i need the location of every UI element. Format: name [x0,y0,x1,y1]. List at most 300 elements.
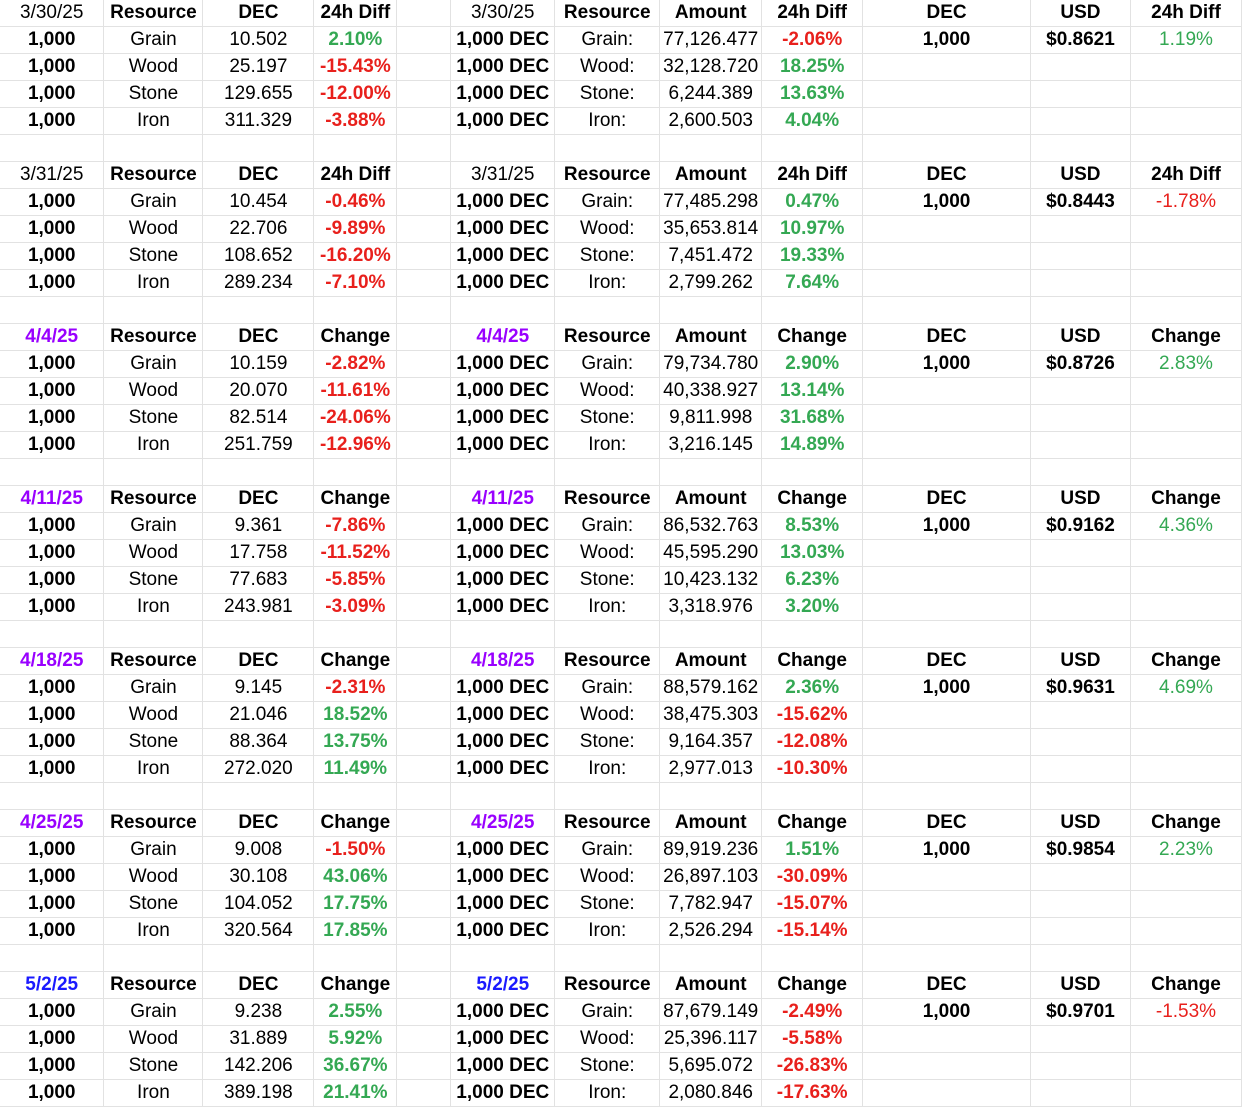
column-header[interactable]: DEC [863,648,1031,675]
change-cell[interactable]: 7.64% [762,270,863,297]
dec-price-cell[interactable]: 30.108 [203,864,314,891]
column-header[interactable]: USD [1031,972,1131,999]
dec-amount-cell[interactable]: 1,000 [0,837,104,864]
dec-amount-cell[interactable]: 1,000 DEC [451,594,555,621]
empty-cell[interactable] [1130,945,1241,972]
empty-cell[interactable] [397,837,451,864]
change-cell[interactable]: 4.36% [1130,513,1241,540]
empty-cell[interactable] [397,432,451,459]
date-cell[interactable]: 4/4/25 [0,324,104,351]
dec-amount-cell[interactable]: 1,000 [863,189,1031,216]
column-header[interactable]: Resource [104,972,203,999]
empty-cell[interactable] [397,864,451,891]
resource-cell[interactable]: Stone [104,891,203,918]
resource-cell[interactable]: Stone: [555,891,660,918]
empty-cell[interactable] [1031,1053,1131,1080]
change-cell[interactable]: -3.09% [314,594,397,621]
dec-amount-cell[interactable]: 1,000 DEC [451,918,555,945]
empty-cell[interactable] [314,297,397,324]
empty-cell[interactable] [863,297,1031,324]
empty-cell[interactable] [0,621,104,648]
dec-amount-cell[interactable]: 1,000 DEC [451,54,555,81]
dec-amount-cell[interactable]: 1,000 [863,675,1031,702]
resource-cell[interactable]: Iron: [555,1080,660,1107]
column-header[interactable]: Change [1130,972,1241,999]
dec-amount-cell[interactable]: 1,000 [0,999,104,1026]
amount-cell[interactable]: 3,318.976 [660,594,762,621]
change-cell[interactable]: 13.03% [762,540,863,567]
change-cell[interactable]: 2.90% [762,351,863,378]
amount-cell[interactable]: 87,679.149 [660,999,762,1026]
empty-cell[interactable] [1130,270,1241,297]
column-header[interactable]: USD [1031,486,1131,513]
amount-cell[interactable]: 89,919.236 [660,837,762,864]
empty-cell[interactable] [203,135,314,162]
empty-cell[interactable] [397,405,451,432]
resource-cell[interactable]: Grain: [555,837,660,864]
resource-cell[interactable]: Wood [104,216,203,243]
dec-amount-cell[interactable]: 1,000 [0,27,104,54]
dec-price-cell[interactable]: 17.758 [203,540,314,567]
dec-amount-cell[interactable]: 1,000 [0,189,104,216]
column-header[interactable]: Resource [104,648,203,675]
resource-cell[interactable]: Grain: [555,999,660,1026]
dec-amount-cell[interactable]: 1,000 [0,351,104,378]
dec-price-cell[interactable]: 272.020 [203,756,314,783]
empty-cell[interactable] [104,297,203,324]
empty-cell[interactable] [1031,216,1131,243]
empty-cell[interactable] [555,621,660,648]
column-header[interactable]: Resource [104,162,203,189]
empty-cell[interactable] [660,297,762,324]
column-header[interactable]: DEC [203,324,314,351]
resource-cell[interactable]: Stone [104,405,203,432]
empty-cell[interactable] [762,135,863,162]
change-cell[interactable]: -26.83% [762,1053,863,1080]
resource-cell[interactable]: Stone [104,243,203,270]
dec-amount-cell[interactable]: 1,000 DEC [451,999,555,1026]
dec-price-cell[interactable]: 10.454 [203,189,314,216]
empty-cell[interactable] [397,108,451,135]
empty-cell[interactable] [762,621,863,648]
empty-cell[interactable] [451,135,555,162]
empty-cell[interactable] [1130,378,1241,405]
empty-cell[interactable] [1130,135,1241,162]
empty-cell[interactable] [1031,1026,1131,1053]
empty-cell[interactable] [314,621,397,648]
empty-cell[interactable] [1130,297,1241,324]
empty-cell[interactable] [1031,621,1131,648]
change-cell[interactable]: 11.49% [314,756,397,783]
empty-cell[interactable] [397,756,451,783]
empty-cell[interactable] [397,1026,451,1053]
change-cell[interactable]: 10.97% [762,216,863,243]
dec-amount-cell[interactable]: 1,000 DEC [451,270,555,297]
change-cell[interactable]: 6.23% [762,567,863,594]
resource-cell[interactable]: Iron [104,756,203,783]
dec-amount-cell[interactable]: 1,000 [0,1026,104,1053]
dec-amount-cell[interactable]: 1,000 [0,918,104,945]
dec-amount-cell[interactable]: 1,000 [0,81,104,108]
resource-cell[interactable]: Stone: [555,1053,660,1080]
empty-cell[interactable] [314,945,397,972]
empty-cell[interactable] [1031,243,1131,270]
change-cell[interactable]: 13.63% [762,81,863,108]
change-cell[interactable]: 4.69% [1130,675,1241,702]
column-header[interactable]: Change [762,648,863,675]
empty-cell[interactable] [0,783,104,810]
empty-cell[interactable] [397,675,451,702]
column-header[interactable]: Amount [660,648,762,675]
empty-cell[interactable] [863,729,1031,756]
empty-cell[interactable] [660,783,762,810]
change-cell[interactable]: -5.58% [762,1026,863,1053]
column-header[interactable]: 24h Diff [1130,0,1241,27]
change-cell[interactable]: -1.50% [314,837,397,864]
dec-amount-cell[interactable]: 1,000 DEC [451,432,555,459]
date-cell[interactable]: 5/2/25 [451,972,555,999]
empty-cell[interactable] [397,270,451,297]
dec-price-cell[interactable]: 77.683 [203,567,314,594]
change-cell[interactable]: -15.07% [762,891,863,918]
column-header[interactable]: 24h Diff [762,162,863,189]
amount-cell[interactable]: 35,653.814 [660,216,762,243]
date-cell[interactable]: 4/18/25 [451,648,555,675]
empty-cell[interactable] [1130,1026,1241,1053]
empty-cell[interactable] [397,135,451,162]
empty-cell[interactable] [1130,405,1241,432]
empty-cell[interactable] [397,486,451,513]
empty-cell[interactable] [1130,1080,1241,1107]
change-cell[interactable]: -1.53% [1130,999,1241,1026]
resource-cell[interactable]: Iron [104,918,203,945]
resource-cell[interactable]: Iron: [555,594,660,621]
column-header[interactable]: Change [1130,324,1241,351]
date-cell[interactable]: 4/11/25 [451,486,555,513]
empty-cell[interactable] [1130,918,1241,945]
change-cell[interactable]: 31.68% [762,405,863,432]
change-cell[interactable]: 2.83% [1130,351,1241,378]
column-header[interactable]: Amount [660,486,762,513]
empty-cell[interactable] [1031,594,1131,621]
empty-cell[interactable] [451,459,555,486]
empty-cell[interactable] [863,891,1031,918]
usd-price-cell[interactable]: $0.9631 [1031,675,1131,702]
change-cell[interactable]: -2.31% [314,675,397,702]
dec-amount-cell[interactable]: 1,000 [0,540,104,567]
empty-cell[interactable] [1031,378,1131,405]
dec-amount-cell[interactable]: 1,000 DEC [451,189,555,216]
empty-cell[interactable] [397,324,451,351]
empty-cell[interactable] [1130,54,1241,81]
column-header[interactable]: Amount [660,324,762,351]
change-cell[interactable]: 2.23% [1130,837,1241,864]
amount-cell[interactable]: 7,451.472 [660,243,762,270]
empty-cell[interactable] [397,351,451,378]
resource-cell[interactable]: Stone: [555,729,660,756]
empty-cell[interactable] [0,135,104,162]
column-header[interactable]: Amount [660,810,762,837]
empty-cell[interactable] [1130,459,1241,486]
change-cell[interactable]: -16.20% [314,243,397,270]
dec-amount-cell[interactable]: 1,000 DEC [451,756,555,783]
empty-cell[interactable] [1130,891,1241,918]
column-header[interactable]: DEC [863,0,1031,27]
empty-cell[interactable] [0,945,104,972]
change-cell[interactable]: -1.78% [1130,189,1241,216]
empty-cell[interactable] [397,216,451,243]
dec-amount-cell[interactable]: 1,000 [0,270,104,297]
dec-amount-cell[interactable]: 1,000 DEC [451,1026,555,1053]
column-header[interactable]: Resource [104,486,203,513]
column-header[interactable]: Change [762,324,863,351]
resource-cell[interactable]: Grain: [555,351,660,378]
dec-price-cell[interactable]: 142.206 [203,1053,314,1080]
resource-cell[interactable]: Iron: [555,270,660,297]
column-header[interactable]: DEC [203,486,314,513]
dec-amount-cell[interactable]: 1,000 [0,567,104,594]
column-header[interactable]: Change [314,972,397,999]
dec-amount-cell[interactable]: 1,000 [0,216,104,243]
empty-cell[interactable] [203,621,314,648]
empty-cell[interactable] [555,783,660,810]
amount-cell[interactable]: 26,897.103 [660,864,762,891]
dec-amount-cell[interactable]: 1,000 DEC [451,837,555,864]
dec-amount-cell[interactable]: 1,000 [0,702,104,729]
change-cell[interactable]: -5.85% [314,567,397,594]
empty-cell[interactable] [863,405,1031,432]
usd-price-cell[interactable]: $0.8621 [1031,27,1131,54]
dec-amount-cell[interactable]: 1,000 [0,756,104,783]
date-cell[interactable]: 4/18/25 [0,648,104,675]
column-header[interactable]: Resource [104,810,203,837]
amount-cell[interactable]: 2,080.846 [660,1080,762,1107]
dec-amount-cell[interactable]: 1,000 [0,243,104,270]
change-cell[interactable]: -15.62% [762,702,863,729]
empty-cell[interactable] [397,378,451,405]
empty-cell[interactable] [863,1053,1031,1080]
empty-cell[interactable] [1031,54,1131,81]
empty-cell[interactable] [314,783,397,810]
column-header[interactable]: DEC [203,972,314,999]
empty-cell[interactable] [397,162,451,189]
dec-amount-cell[interactable]: 1,000 DEC [451,513,555,540]
resource-cell[interactable]: Grain: [555,27,660,54]
empty-cell[interactable] [1031,432,1131,459]
empty-cell[interactable] [863,81,1031,108]
date-cell[interactable]: 4/25/25 [451,810,555,837]
column-header[interactable]: 24h Diff [1130,162,1241,189]
dec-amount-cell[interactable]: 1,000 DEC [451,216,555,243]
dec-price-cell[interactable]: 129.655 [203,81,314,108]
dec-amount-cell[interactable]: 1,000 [863,27,1031,54]
dec-amount-cell[interactable]: 1,000 [0,405,104,432]
column-header[interactable]: Change [1130,810,1241,837]
dec-amount-cell[interactable]: 1,000 [0,729,104,756]
empty-cell[interactable] [1130,567,1241,594]
empty-cell[interactable] [397,567,451,594]
change-cell[interactable]: 5.92% [314,1026,397,1053]
column-header[interactable]: USD [1031,810,1131,837]
amount-cell[interactable]: 5,695.072 [660,1053,762,1080]
empty-cell[interactable] [1130,756,1241,783]
dec-amount-cell[interactable]: 1,000 DEC [451,378,555,405]
column-header[interactable]: 24h Diff [762,0,863,27]
empty-cell[interactable] [397,729,451,756]
resource-cell[interactable]: Wood [104,1026,203,1053]
dec-price-cell[interactable]: 10.502 [203,27,314,54]
resource-cell[interactable]: Wood: [555,378,660,405]
column-header[interactable]: Resource [555,162,660,189]
empty-cell[interactable] [397,783,451,810]
empty-cell[interactable] [1031,459,1131,486]
column-header[interactable]: 24h Diff [314,162,397,189]
dec-price-cell[interactable]: 9.008 [203,837,314,864]
change-cell[interactable]: 14.89% [762,432,863,459]
change-cell[interactable]: 8.53% [762,513,863,540]
empty-cell[interactable] [1031,81,1131,108]
dec-price-cell[interactable]: 104.052 [203,891,314,918]
empty-cell[interactable] [1031,405,1131,432]
empty-cell[interactable] [451,945,555,972]
empty-cell[interactable] [1130,594,1241,621]
change-cell[interactable]: -24.06% [314,405,397,432]
column-header[interactable]: DEC [863,486,1031,513]
amount-cell[interactable]: 79,734.780 [660,351,762,378]
column-header[interactable]: Change [1130,648,1241,675]
empty-cell[interactable] [863,621,1031,648]
change-cell[interactable]: 17.75% [314,891,397,918]
empty-cell[interactable] [451,297,555,324]
dec-amount-cell[interactable]: 1,000 DEC [451,1053,555,1080]
change-cell[interactable]: 21.41% [314,1080,397,1107]
empty-cell[interactable] [762,945,863,972]
empty-cell[interactable] [863,1026,1031,1053]
date-cell[interactable]: 3/31/25 [451,162,555,189]
empty-cell[interactable] [314,135,397,162]
change-cell[interactable]: 17.85% [314,918,397,945]
dec-amount-cell[interactable]: 1,000 [0,432,104,459]
change-cell[interactable]: 4.04% [762,108,863,135]
empty-cell[interactable] [1031,540,1131,567]
empty-cell[interactable] [104,783,203,810]
dec-amount-cell[interactable]: 1,000 DEC [451,864,555,891]
empty-cell[interactable] [863,918,1031,945]
resource-cell[interactable]: Wood [104,378,203,405]
empty-cell[interactable] [104,459,203,486]
change-cell[interactable]: -12.00% [314,81,397,108]
column-header[interactable]: DEC [863,324,1031,351]
amount-cell[interactable]: 40,338.927 [660,378,762,405]
empty-cell[interactable] [1031,891,1131,918]
dec-price-cell[interactable]: 108.652 [203,243,314,270]
dec-amount-cell[interactable]: 1,000 DEC [451,540,555,567]
column-header[interactable]: Resource [555,972,660,999]
column-header[interactable]: DEC [203,162,314,189]
amount-cell[interactable]: 2,600.503 [660,108,762,135]
column-header[interactable]: DEC [203,810,314,837]
amount-cell[interactable]: 25,396.117 [660,1026,762,1053]
empty-cell[interactable] [1130,729,1241,756]
dec-amount-cell[interactable]: 1,000 [863,351,1031,378]
amount-cell[interactable]: 88,579.162 [660,675,762,702]
column-header[interactable]: USD [1031,0,1131,27]
dec-price-cell[interactable]: 21.046 [203,702,314,729]
dec-amount-cell[interactable]: 1,000 [863,837,1031,864]
empty-cell[interactable] [1031,864,1131,891]
resource-cell[interactable]: Wood: [555,540,660,567]
change-cell[interactable]: -2.49% [762,999,863,1026]
change-cell[interactable]: -15.43% [314,54,397,81]
empty-cell[interactable] [863,135,1031,162]
amount-cell[interactable]: 2,526.294 [660,918,762,945]
dec-amount-cell[interactable]: 1,000 DEC [451,567,555,594]
empty-cell[interactable] [397,999,451,1026]
dec-amount-cell[interactable]: 1,000 [0,513,104,540]
resource-cell[interactable]: Stone: [555,567,660,594]
empty-cell[interactable] [397,594,451,621]
empty-cell[interactable] [397,891,451,918]
column-header[interactable]: DEC [863,162,1031,189]
empty-cell[interactable] [863,945,1031,972]
resource-cell[interactable]: Wood [104,702,203,729]
empty-cell[interactable] [1031,702,1131,729]
resource-cell[interactable]: Iron: [555,756,660,783]
empty-cell[interactable] [397,1053,451,1080]
amount-cell[interactable]: 38,475.303 [660,702,762,729]
column-header[interactable]: Amount [660,0,762,27]
dec-amount-cell[interactable]: 1,000 [0,891,104,918]
resource-cell[interactable]: Iron: [555,918,660,945]
dec-amount-cell[interactable]: 1,000 [0,378,104,405]
empty-cell[interactable] [397,243,451,270]
empty-cell[interactable] [1130,783,1241,810]
resource-cell[interactable]: Iron [104,432,203,459]
empty-cell[interactable] [0,297,104,324]
dec-amount-cell[interactable]: 1,000 DEC [451,675,555,702]
column-header[interactable]: Resource [104,324,203,351]
change-cell[interactable]: 13.75% [314,729,397,756]
resource-cell[interactable]: Grain: [555,189,660,216]
resource-cell[interactable]: Stone: [555,405,660,432]
resource-cell[interactable]: Stone [104,81,203,108]
dec-price-cell[interactable]: 82.514 [203,405,314,432]
resource-cell[interactable]: Iron [104,270,203,297]
dec-amount-cell[interactable]: 1,000 DEC [451,243,555,270]
resource-cell[interactable]: Grain [104,27,203,54]
empty-cell[interactable] [397,621,451,648]
empty-cell[interactable] [397,513,451,540]
empty-cell[interactable] [104,135,203,162]
change-cell[interactable]: 0.47% [762,189,863,216]
dec-price-cell[interactable]: 311.329 [203,108,314,135]
empty-cell[interactable] [762,297,863,324]
empty-cell[interactable] [762,783,863,810]
dec-price-cell[interactable]: 320.564 [203,918,314,945]
change-cell[interactable]: -11.52% [314,540,397,567]
resource-cell[interactable]: Stone: [555,243,660,270]
empty-cell[interactable] [397,702,451,729]
dec-price-cell[interactable]: 31.889 [203,1026,314,1053]
resource-cell[interactable]: Grain [104,837,203,864]
column-header[interactable]: Amount [660,972,762,999]
dec-price-cell[interactable]: 9.145 [203,675,314,702]
change-cell[interactable]: 1.19% [1130,27,1241,54]
empty-cell[interactable] [451,783,555,810]
column-header[interactable]: Change [314,324,397,351]
change-cell[interactable]: -2.82% [314,351,397,378]
column-header[interactable]: Change [762,972,863,999]
